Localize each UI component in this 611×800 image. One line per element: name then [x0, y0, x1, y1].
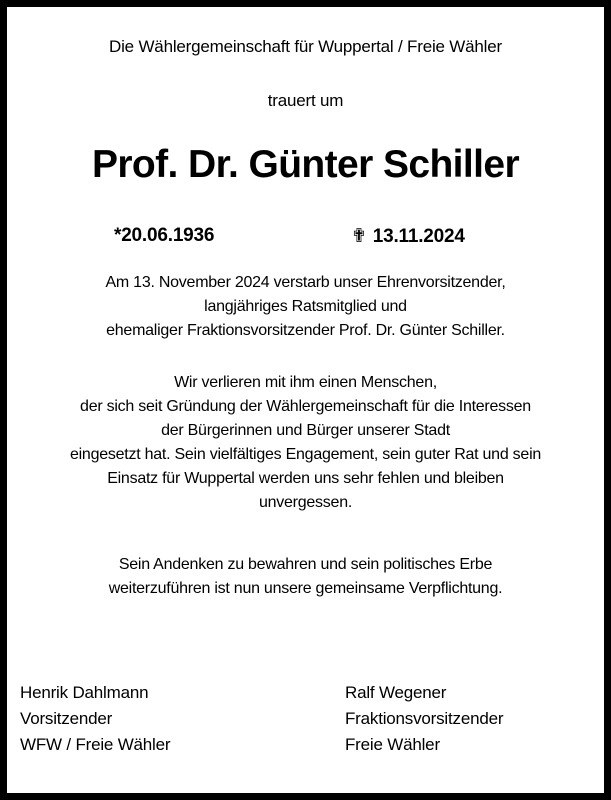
death-date: 13.11.2024: [372, 226, 465, 247]
text-line: eingesetzt hat. Sein vielfältiges Engagement, sein guter Rat und sein: [69, 446, 542, 463]
signatory-organization: WFW / Freie Wähler: [20, 735, 171, 754]
paragraph-tribute: [7, 371, 604, 515]
signatory-right: [345, 680, 503, 758]
death-date-group: [351, 225, 465, 248]
signatory-role: Vorsitzender: [20, 709, 113, 728]
birth-date: *20.06.1936: [114, 225, 215, 246]
text-line: Einsatz für Wuppertal werden uns sehr fehlen und bleiben: [107, 470, 504, 487]
paragraph-announcement: [7, 271, 604, 343]
text-line: weiterzuführen ist nun unsere gemeinsame Verpflichtung.: [108, 580, 503, 597]
deceased-name: Prof. Dr. Günter Schiller: [91, 143, 520, 186]
text-line: langjähriges Ratsmitglied und: [204, 298, 407, 315]
text-line: der sich seit Gründung der Wählergemeinschaft für die Interessen: [80, 398, 531, 415]
text-line: ehemaliger Fraktionsvorsitzender Prof. Dr. Günter Schiller.: [106, 322, 505, 339]
text-line: Sein Andenken zu bewahren und sein politisches Erbe: [118, 556, 493, 573]
signatory-role: Fraktionsvorsitzender: [345, 709, 504, 728]
life-dates: [7, 225, 604, 255]
signatory-name: Henrik Dahlmann: [20, 683, 149, 702]
paragraph-legacy: [7, 553, 604, 601]
subheader-mourns: trauert um: [267, 91, 344, 110]
signatory-left: [20, 680, 170, 758]
signatory-organization: Freie Wähler: [345, 735, 440, 754]
cross-icon: ✟: [351, 226, 367, 247]
text-line: Wir verlieren mit ihm einen Menschen,: [174, 374, 437, 391]
header-organization: Die Wählergemeinschaft für Wuppertal / Freie Wähler: [109, 37, 502, 56]
text-line: unvergessen.: [258, 494, 353, 511]
signatory-name: Ralf Wegener: [345, 683, 447, 702]
text-line: Am 13. November 2024 verstarb unser Ehrenvorsitzender,: [105, 274, 506, 291]
text-line: der Bürgerinnen und Bürger unserer Stadt: [161, 422, 450, 439]
